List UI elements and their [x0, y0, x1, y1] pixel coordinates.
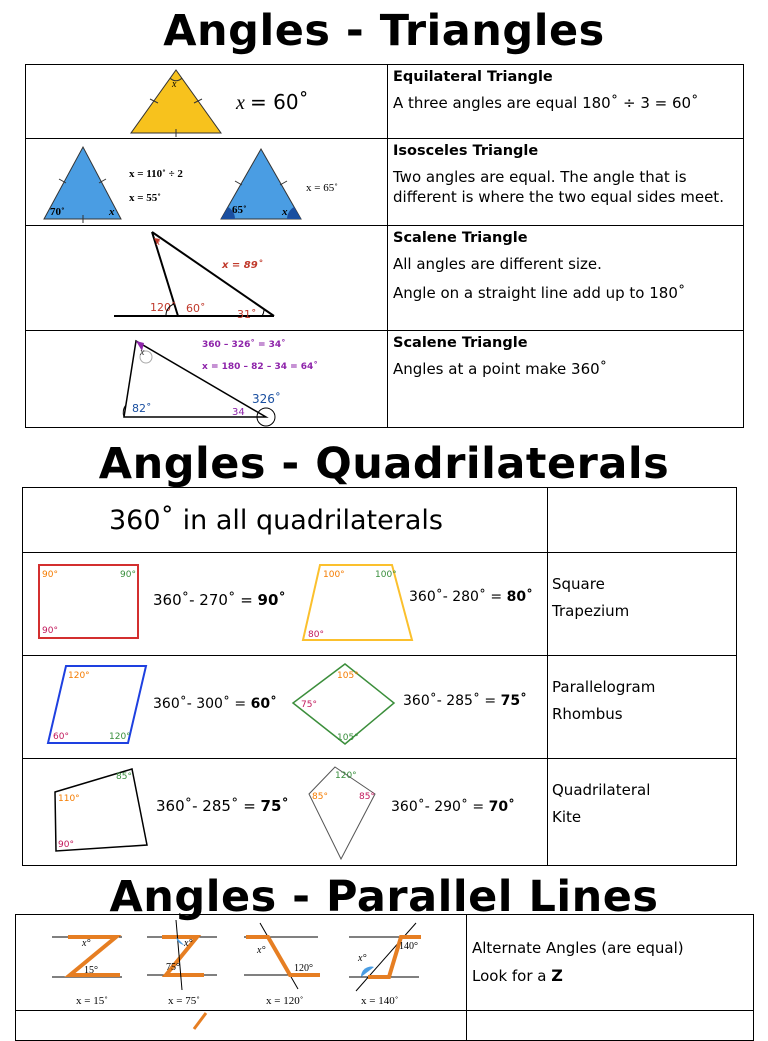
svg-text:x: x: [236, 92, 245, 114]
isosceles-figure: [26, 139, 388, 226]
svg-text:140°: 140°: [399, 941, 418, 952]
svg-text:105°: 105°: [337, 671, 359, 681]
parallel-title: Angles - Parallel Lines: [109, 872, 659, 922]
rhombus-eq: 360˚- 285˚ =: [403, 693, 501, 709]
scalene-desc-2: [388, 331, 744, 428]
equilateral-line: A three angles are equal 180˚ ÷ 3 = 60˚: [393, 94, 699, 112]
name-square: Square: [552, 575, 605, 593]
svg-text:90°: 90°: [42, 626, 58, 636]
equilateral-figure: [26, 65, 388, 139]
point-82-label: 82˚: [132, 402, 152, 415]
isosceles-calc-3: x = 65˚: [306, 182, 338, 194]
svg-text:85°: 85°: [116, 772, 132, 782]
svg-text:x: x: [140, 347, 145, 358]
scalene-desc-1: [388, 226, 744, 331]
quads-table: [22, 487, 737, 866]
svg-text:x: x: [282, 206, 288, 218]
scalene-name-1: Scalene Triangle: [393, 230, 528, 246]
svg-text:360˚- 290˚ = 70˚: [391, 798, 515, 815]
name-trapezium: Trapezium: [552, 602, 630, 620]
svg-text:120°: 120°: [335, 771, 357, 781]
scalene-point-figure: [26, 331, 388, 428]
kite-eq: 360˚- 290˚ =: [391, 799, 489, 815]
point-calc-1: 360 – 326˚ = 34˚: [202, 340, 286, 350]
quadrilateral-ans: 75˚: [260, 797, 289, 815]
svg-text:x°: x°: [184, 938, 193, 949]
svg-text:90°: 90°: [120, 570, 136, 580]
parallel-table: [15, 914, 754, 1041]
square-ans: 90˚: [257, 591, 286, 609]
point-34-label: 34: [232, 407, 245, 418]
equilateral-x-label: x: [172, 79, 177, 90]
svg-text:120°: 120°: [294, 963, 313, 974]
svg-text:85°: 85°: [359, 792, 375, 802]
alt-caption-4: x = 140˚: [361, 995, 399, 1007]
next-row-desc: [467, 1011, 754, 1041]
svg-text:90°: 90°: [42, 570, 58, 580]
quads-header-cell: [23, 488, 548, 553]
isosceles-calc-1: x = 110˚ ÷ 2: [129, 168, 183, 180]
isosceles-name: Isosceles Triangle: [393, 143, 539, 159]
parallelogram-rhombus-names: [548, 656, 737, 759]
alternate-angles-figure: [16, 915, 467, 1011]
alt-caption-2: x = 75˚: [168, 995, 200, 1007]
name-quadrilateral: Quadrilateral: [552, 781, 651, 799]
svg-text:x: x: [156, 237, 160, 247]
svg-text:360˚- 285˚ = 75˚: [156, 797, 289, 815]
scalene-line-figure: [26, 226, 388, 331]
alt-caption-3: x = 120˚: [266, 995, 304, 1007]
isosceles-desc: [388, 139, 744, 226]
isosceles-65-label: 65˚: [232, 204, 247, 216]
svg-text:110°: 110°: [58, 794, 80, 804]
svg-text:x°: x°: [358, 953, 367, 964]
svg-text:90°: 90°: [58, 840, 74, 850]
parallelogram-eq: 360˚- 300˚ =: [153, 696, 251, 712]
equilateral-desc: [388, 65, 744, 139]
isosceles-line: Two angles are equal. The angle that is different is where the two equal sides meet.: [393, 168, 724, 206]
trapezium-ans: 80˚: [506, 589, 534, 605]
name-kite: Kite: [552, 808, 582, 826]
svg-text:75°: 75°: [301, 700, 317, 710]
svg-text:120°: 120°: [109, 732, 131, 742]
square-eq: 360˚- 270˚ =: [153, 591, 258, 609]
square-trapezium-figure: [23, 553, 548, 656]
kite-ans: 70˚: [488, 799, 516, 815]
triangles-title: Angles - Triangles: [163, 6, 605, 56]
trapezium-eq: 360˚- 280˚ =: [409, 589, 507, 605]
scalene-60-label: 60˚: [186, 302, 206, 315]
svg-text:360˚- 285˚ = 75˚: [403, 692, 527, 709]
scalene-answer: x = 89˚: [222, 260, 263, 271]
svg-text:60°: 60°: [53, 732, 69, 742]
equilateral-name: Equilateral Triangle: [393, 69, 553, 85]
scalene-line-2: Angle on a straight line add up to 180˚: [393, 284, 686, 302]
scalene-name-2: Scalene Triangle: [393, 335, 528, 351]
next-row-figure: [16, 1011, 467, 1041]
svg-text:x: x: [109, 206, 115, 218]
parallelogram-rhombus-figure: [23, 656, 548, 759]
svg-text:x°: x°: [257, 945, 266, 956]
scalene-line-1: All angles are different size.: [393, 255, 602, 273]
svg-text:15°: 15°: [84, 965, 98, 976]
name-parallelogram: Parallelogram: [552, 678, 656, 696]
isosceles-70-label: 70˚: [50, 206, 65, 218]
point-326-label: 326˚: [252, 392, 281, 406]
triangles-table: [25, 64, 744, 428]
alternate-line-1: Alternate Angles (are equal): [472, 939, 684, 957]
quads-header-empty: [548, 488, 737, 553]
parallelogram-ans: 60˚: [250, 696, 278, 712]
svg-text:85°: 85°: [312, 792, 328, 802]
svg-text:360˚- 300˚ = 60˚: [153, 695, 277, 712]
quads-title: Angles - Quadrilaterals: [98, 439, 670, 489]
svg-text:100°: 100°: [375, 570, 397, 580]
alt-caption-1: x = 15˚: [76, 995, 108, 1007]
z-letter: Z: [551, 966, 563, 985]
square-trapezium-names: [548, 553, 737, 656]
svg-text:x°: x°: [82, 938, 91, 949]
svg-text:75°: 75°: [166, 962, 180, 973]
alternate-line-2: Look for a Z: [472, 966, 563, 985]
equilateral-answer: = 60˚: [250, 90, 309, 114]
quads-header: 360˚ in all quadrilaterals: [109, 504, 443, 536]
name-rhombus: Rhombus: [552, 705, 623, 723]
quadrilateral-kite-names: [548, 759, 737, 866]
svg-text:100°: 100°: [323, 570, 345, 580]
rhombus-ans: 75˚: [500, 693, 528, 709]
svg-text:80°: 80°: [308, 630, 324, 640]
svg-text:360˚- 280˚ = 80˚: [409, 588, 533, 605]
scalene-31-label: 31˚: [237, 308, 257, 321]
quadrilateral-kite-figure: [23, 759, 548, 866]
svg-text:105°: 105°: [337, 733, 359, 743]
point-calc-2: x = 180 – 82 – 34 = 64˚: [202, 362, 318, 372]
isosceles-calc-2: x = 55˚: [129, 192, 161, 204]
scalene-line-3: Angles at a point make 360˚: [393, 360, 608, 378]
quadrilateral-eq: 360˚- 285˚ =: [156, 797, 261, 815]
alternate-angles-desc: [467, 915, 754, 1011]
svg-text:120°: 120°: [68, 671, 90, 681]
svg-text:360˚- 270˚ = 90˚: [153, 591, 286, 609]
scalene-120-label: 120˚: [150, 301, 177, 314]
